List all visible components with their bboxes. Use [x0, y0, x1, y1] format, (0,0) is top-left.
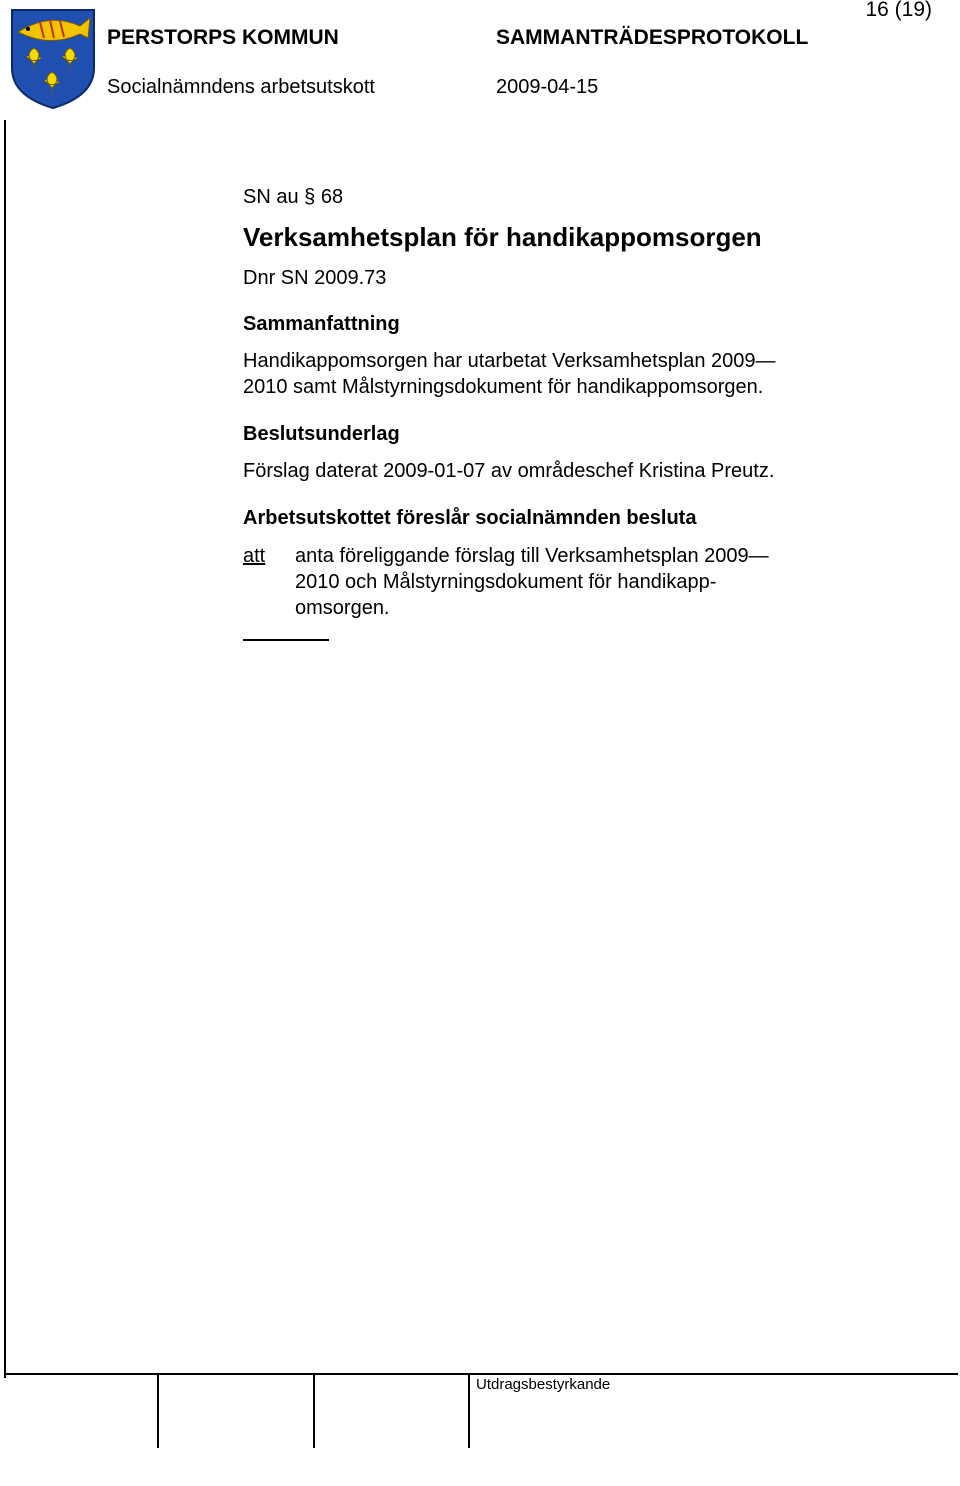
municipality-coat-of-arms-icon	[10, 8, 96, 110]
att-line-3: omsorgen.	[295, 597, 390, 619]
footer-divider-3	[468, 1375, 470, 1448]
footer-certification-label: Utdragsbestyrkande	[476, 1376, 611, 1393]
diary-number: Dnr SN 2009.73	[243, 267, 387, 289]
summary-line-1: Handikappomsorgen har utarbetat Verksamhetsplan 2009—	[243, 350, 776, 372]
committee-name: Socialnämndens arbetsutskott	[107, 76, 375, 98]
proposal-heading: Arbetsutskottet föreslår socialnämnden besluta	[243, 507, 697, 529]
meeting-date: 2009-04-15	[496, 76, 599, 98]
att-line-2: 2010 och Målstyrningsdokument för handikapp-	[295, 571, 717, 593]
summary-line-2: 2010 samt Målstyrningsdokument för handikappomsorgen.	[243, 376, 764, 398]
item-number: SN au § 68	[243, 186, 344, 208]
basis-heading: Beslutsunderlag	[243, 423, 400, 445]
footer-divider-2	[313, 1375, 315, 1448]
page-number: 16 (19)	[865, 0, 932, 21]
item-title: Verksamhetsplan för handikappomsorgen	[243, 222, 762, 252]
item-end-rule	[243, 639, 329, 641]
document-type: SAMMANTRÄDESPROTOKOLL	[496, 26, 809, 49]
att-label: att	[243, 545, 266, 567]
organization-name: PERSTORPS KOMMUN	[107, 26, 339, 49]
basis-text: Förslag daterat 2009-01-07 av områdeschef Kristina Preutz.	[243, 460, 775, 482]
summary-heading: Sammanfattning	[243, 313, 400, 335]
footer-divider-1	[157, 1375, 159, 1448]
footer-rule	[4, 1373, 958, 1375]
att-line-1: anta föreliggande förslag till Verksamhetsplan 2009—	[295, 545, 769, 567]
left-margin-line	[4, 120, 6, 1378]
